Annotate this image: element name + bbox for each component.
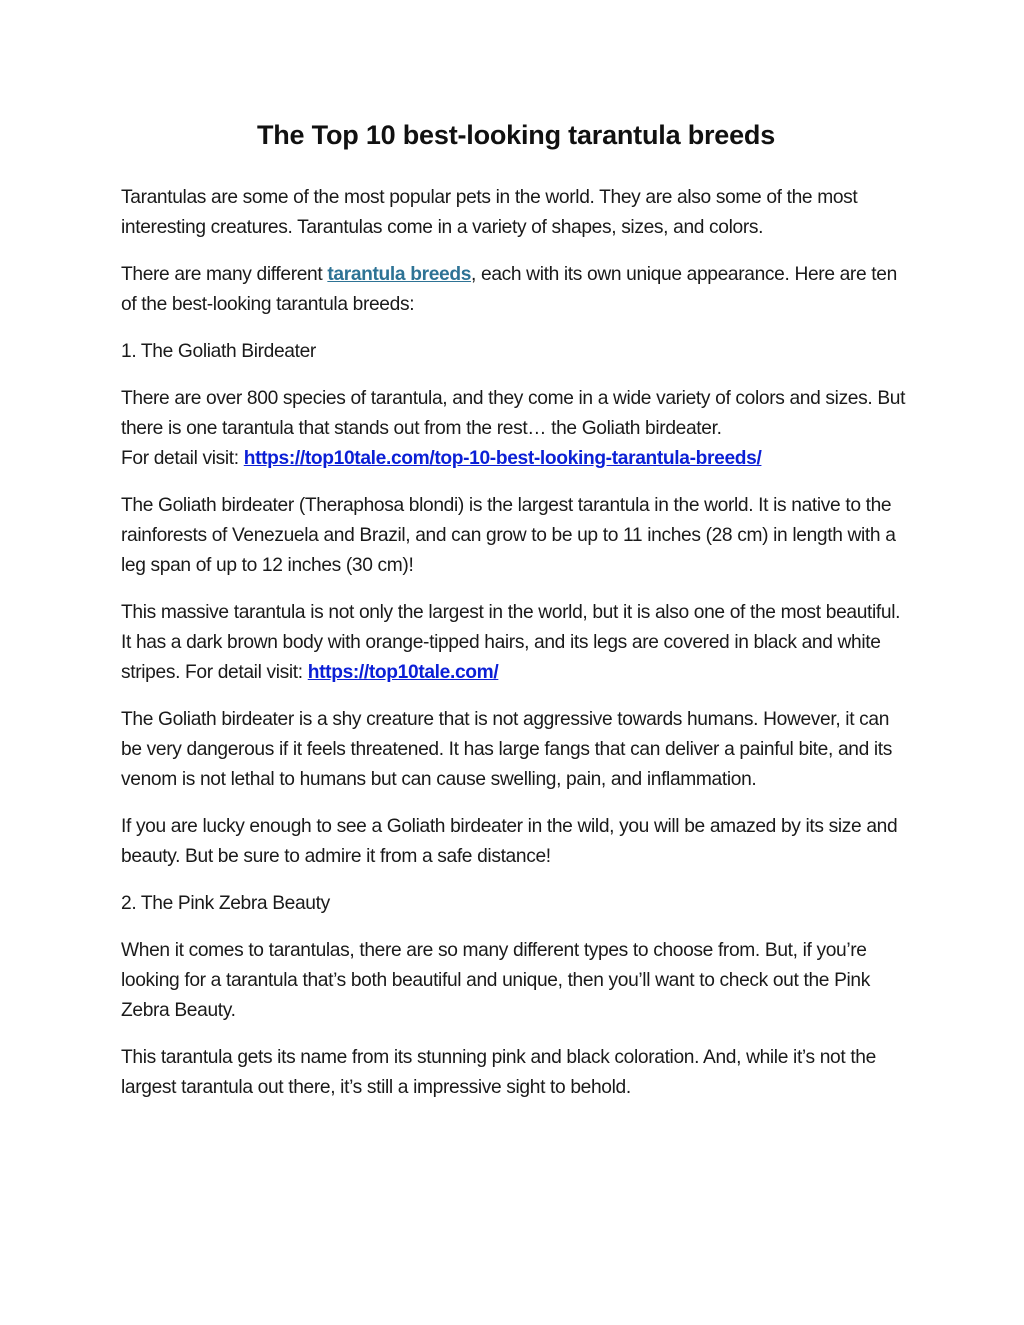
goliath-size-paragraph: The Goliath birdeater (Theraphosa blondi) is the largest tarantula in the world. It is native to the rainforests of Venezuela and Brazil, and can grow to be up to 11 inches (28 cm) in length with a leg span of up to 12 inches (30 cm)! bbox=[121, 495, 896, 576]
breeds-paragraph bbox=[121, 260, 911, 320]
goliath-beauty-paragraph bbox=[121, 598, 911, 688]
section-heading-pink-zebra: 2. The Pink Zebra Beauty bbox=[121, 893, 330, 914]
document-page bbox=[121, 120, 911, 1120]
species-text: There are over 800 species of tarantula, and they come in a wide variety of colors and sizes. But there is one tarantula that stands out from the rest… the Goliath birdeater. bbox=[121, 388, 906, 439]
goliath-wild-paragraph: If you are lucky enough to see a Goliath birdeater in the wild, you will be amazed by its size and beauty. But be sure to admire it from a safe distance! bbox=[121, 816, 898, 867]
goliath-temperament-paragraph: The Goliath birdeater is a shy creature that is not aggressive towards humans. However, it can be very dangerous if it feels threatened. It has large fangs that can deliver a painful bite, and its venom is not lethal to humans but can cause swelling, pain, and inflammation. bbox=[121, 709, 893, 790]
page-title: The Top 10 best-looking tarantula breeds bbox=[256, 120, 776, 150]
zebra-intro-paragraph: When it comes to tarantulas, there are so many different types to choose from. But, if you’re looking for a tarantula that’s both beautiful and unique, then you’ll want to check out the Pink Zebra Beauty. bbox=[121, 940, 870, 1021]
breeds-text-after: , each with its own unique appearance. Here are ten of the best-looking tarantula breeds: bbox=[121, 264, 897, 315]
detail-article-link[interactable]: https://top10tale.com/top-10-best-looking-tarantula-breeds/ bbox=[243, 448, 762, 469]
zebra-color-paragraph: This tarantula gets its name from its stunning pink and black coloration. And, while it’s not the largest tarantula out there, it’s still a impressive sight to behold. bbox=[121, 1047, 876, 1098]
section-heading-goliath: 1. The Goliath Birdeater bbox=[121, 341, 316, 362]
intro-paragraph: Tarantulas are some of the most popular pets in the world. They are also some of the most interesting creatures. Tarantulas come in a variety of shapes, sizes, and colors. bbox=[121, 187, 858, 238]
tarantula-breeds-link[interactable]: tarantula breeds bbox=[327, 264, 472, 285]
homepage-link[interactable]: https://top10tale.com/ bbox=[307, 662, 499, 683]
detail-label: For detail visit: bbox=[121, 448, 244, 469]
breeds-text-before: There are many different bbox=[121, 264, 328, 285]
goliath-beauty-text: This massive tarantula is not only the largest in the world, but it is also one of the most beautiful. It has a dark brown body with orange-tipped hairs, and its legs are covered in black and white stripes. For detail visit: bbox=[121, 602, 901, 683]
species-paragraph bbox=[121, 384, 911, 474]
